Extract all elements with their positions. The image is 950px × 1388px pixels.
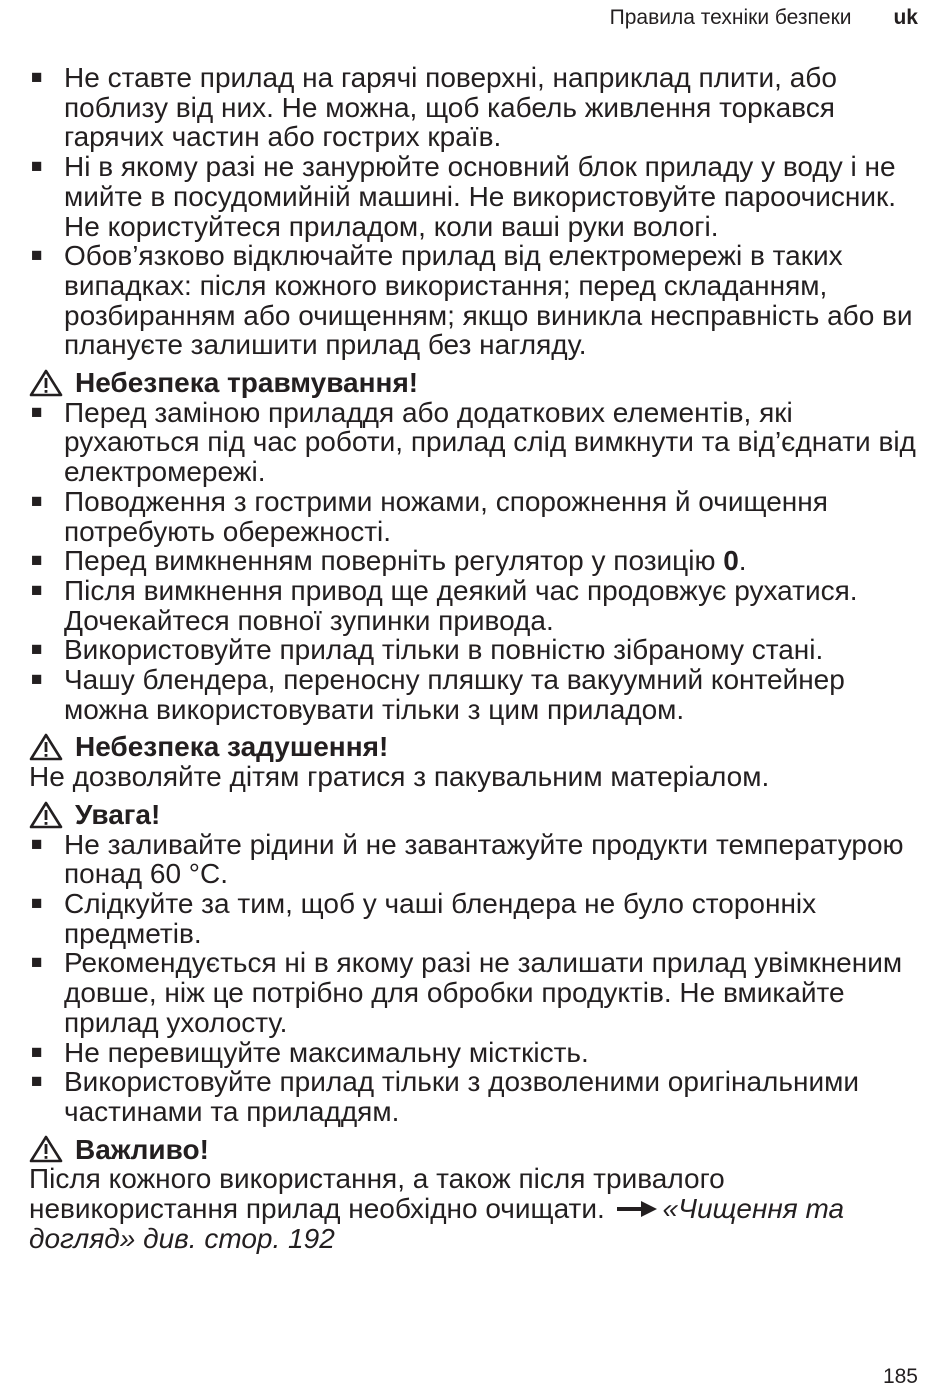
caution-bullet-list	[29, 830, 924, 1127]
bullet-marker: ■	[31, 550, 43, 572]
safety-content	[29, 63, 924, 1253]
caution-heading	[29, 800, 924, 830]
list-item	[29, 1067, 924, 1126]
intro-bullet-list	[29, 63, 924, 360]
bullet-marker: ■	[31, 245, 43, 267]
list-item	[29, 398, 924, 487]
warning-triangle-icon	[29, 369, 63, 397]
bullet-text	[64, 546, 924, 576]
bullet-marker: ■	[31, 156, 43, 178]
suffocation-warning-title: Небезпека задушення!	[75, 731, 389, 763]
bullet-text: Обов’язково відключайте прилад від електромережі в таких випадках: після кожного використання; перед складанням, розбиранням або очищенням; якщо виникла несправність або ви плануєте залишити прилад без нагляду.	[64, 240, 913, 361]
bullet-text: Рекомендується ні в якому разі не залишати прилад увімкненим довше, ніж це потрібно для обробки продуктів. Не вмикайте прилад ухолосту.	[64, 947, 903, 1038]
header-section-title: Правила техніки безпеки	[609, 6, 852, 29]
suffocation-warning-heading	[29, 732, 924, 762]
important-heading	[29, 1135, 924, 1165]
header-language-code: uk	[893, 6, 918, 29]
list-item	[29, 889, 924, 948]
caution-title: Увага!	[75, 798, 161, 830]
bullet-marker: ■	[31, 639, 43, 661]
regulator-position-value: 0	[723, 545, 739, 577]
bullet-marker: ■	[31, 833, 43, 855]
suffocation-text: Не дозволяйте дітям гратися з пакувальним матеріалом.	[29, 761, 770, 793]
running-header	[610, 6, 918, 30]
bullet-text: Не перевищуйте максимальну місткість.	[64, 1036, 589, 1068]
injury-warning-heading	[29, 368, 924, 398]
bullet-marker: ■	[31, 1041, 43, 1063]
list-item	[29, 546, 924, 576]
list-item	[29, 241, 924, 360]
list-item	[29, 63, 924, 152]
bullet-marker: ■	[31, 490, 43, 512]
bullet-text: Чашу блендера, переносну пляшку та вакуумний контейнер можна використовувати тільки з цим приладом.	[64, 664, 845, 725]
important-paragraph	[29, 1164, 924, 1253]
bullet-text: Після вимкнення привод ще деякий час продовжує рухатися. Дочекайтеся повної зупинки привода.	[64, 574, 858, 636]
bullet-marker: ■	[31, 952, 43, 974]
injury-bullet-list	[29, 398, 924, 547]
bullet-text: Використовуйте прилад тільки в повністю зібраному стані.	[64, 634, 824, 666]
list-item	[29, 152, 924, 241]
list-item	[29, 1038, 924, 1068]
bullet-text: Слідкуйте за тим, щоб у чаші блендера не було сторонніх предметів.	[64, 887, 817, 949]
bullet-marker: ■	[31, 67, 43, 88]
list-item	[29, 635, 924, 665]
list-item	[29, 665, 924, 724]
list-item	[29, 948, 924, 1037]
bullet-text: Використовуйте прилад тільки з дозволеними оригінальними частинами та приладдям.	[64, 1066, 859, 1127]
bullet-text: Не ставте прилад на гарячі поверхні, наприклад плити, або поблизу від них. Не можна, щоб кабель живлення торкався гарячих частин або гострих країв.	[64, 62, 837, 153]
bullet-text: Ні в якому разі не занурюйте основний блок приладу у воду і не мийте в посудомийній машині. Не використовуйте пароочисник. Не користуйтеся приладом, коли ваші руки вологі.	[64, 151, 897, 242]
bullet-text: Не заливайте рідини й не завантажуйте продукти температурою понад 60 °C.	[64, 828, 904, 890]
bullet-text: Поводження з гострими ножами, спорожнення й очищення потребують обережності.	[64, 485, 828, 547]
bullet-text-prefix: Перед вимкненням поверніть регулятор у позицію	[64, 545, 724, 577]
injury-bullet-list-continued	[29, 576, 924, 725]
bullet-marker: ■	[31, 1071, 43, 1093]
bullet-text-suffix: .	[738, 545, 747, 577]
list-item	[29, 487, 924, 546]
bullet-marker: ■	[31, 401, 43, 423]
bullet-marker: ■	[31, 892, 43, 914]
important-title: Важливо!	[75, 1133, 209, 1165]
list-item	[29, 830, 924, 889]
warning-triangle-icon	[29, 801, 63, 829]
list-item	[29, 576, 924, 635]
bullet-marker: ■	[31, 579, 43, 601]
warning-triangle-icon	[29, 1135, 63, 1163]
injury-warning-title: Небезпека травмування!	[75, 367, 419, 399]
cross-reference-link[interactable]: «Чищення та догляд» див. стор. 192	[29, 1193, 845, 1254]
important-text: Після кожного використання, а також після тривалого невикористання прилад необхідно очищати.	[29, 1163, 725, 1225]
bullet-marker: ■	[31, 669, 43, 691]
bullet-text: Перед заміною приладдя або додаткових елементів, які рухаються під час роботи, прилад слід вимкнути та від’єднати від електромережі.	[64, 396, 916, 488]
warning-triangle-icon	[29, 733, 63, 761]
arrow-right-icon	[617, 1201, 657, 1217]
page-number: 185	[882, 1365, 918, 1388]
